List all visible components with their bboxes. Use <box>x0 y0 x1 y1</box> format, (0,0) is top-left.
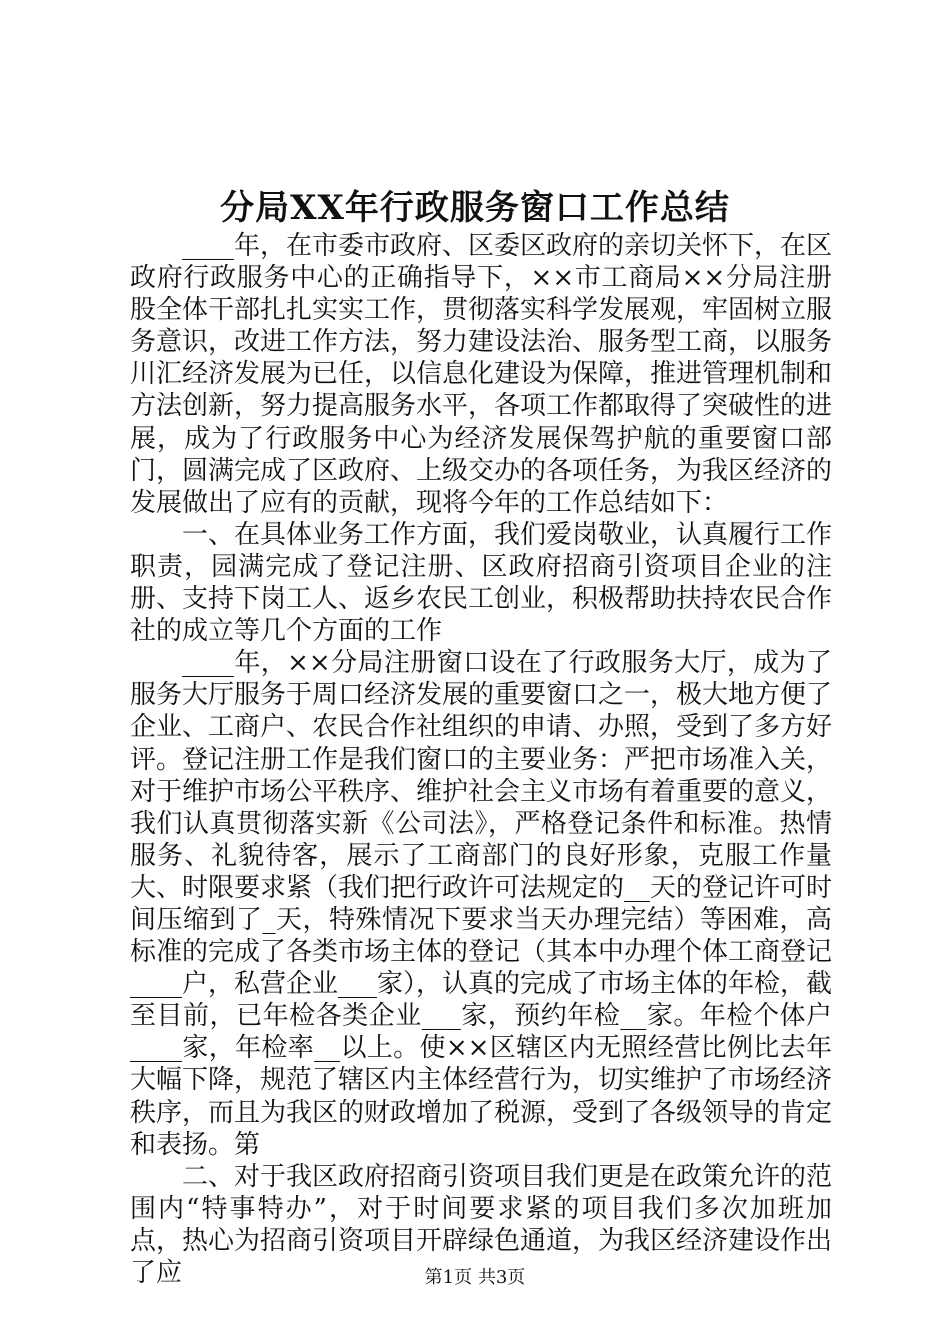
paragraph: 一、在具体业务工作方面，我们爱岗敬业，认真履行工作职责，园满完成了登记注册、区政府招商引资项目企业的注册、支持下岗工人、返乡农民工创业，积极帮助扶持农民合作社的成立等几个方面的工作 <box>130 519 833 647</box>
page-number: 第1页 共3页 <box>424 1267 526 1288</box>
paragraph: ____年，在市委市政府、区委区政府的亲切关怀下，在区政府行政服务中心的正确指导下，××市工商局××分局注册股全体干部扎扎实实工作，贯彻落实科学发展观，牢固树立服务意识，改进工作方法，努力建设法治、服务型工商，以服务川汇经济发展为已任，以信息化建设为保障，推进管理机制和方法创新，努力提高服务水平，各项工作都取得了突破性的进展，成为了行政服务中心为经济发展保驾护航的重要窗口部门，圆满完成了区政府、上级交办的各项任务，为我区经济的发展做出了应有的贡献，现将今年的工作总结如下： <box>130 231 833 518</box>
paragraph: ____年，××分局注册窗口设在了行政服务大厅，成为了服务大厅服务于周口经济发展的重要窗口之一，极大地方便了企业、工商户、农民合作社组织的申请、办照，受到了多方好评。登记注册工作是我们窗口的主要业务：严把市场准入关，对于维护市场公平秩序、维护社会主义市场有着重要的意义，我们认真贯彻落实新《公司法》，严格登记条件和标准。热情服务、礼貌待客，展示了工商部门的良好形象，克服工作量大、时限要求紧（我们把行政许可法规定的__天的登记许可时间压缩到了_天，特殊情况下要求当天办理完结）等困难，高标准的完成了各类市场主体的登记（其本中办理个体工商登记____户，私营企业___家），认真的完成了市场主体的年检，截至目前，已年检各类企业___家，预约年检__家。年检个体户____家，年检率__以上。使××区辖区内无照经营比例比去年大幅下降，规范了辖区内主体经营行为，切实维护了市场经济秩序，而且为我区的财政增加了税源，受到了各级领导的肯定和表扬。第 <box>130 648 833 1160</box>
document-title: 分局XX年行政服务窗口工作总结 <box>220 188 730 228</box>
paragraph: 二、对于我区政府招商引资项目我们更是在政策允许的范围内“特事特办”，对于时间要求紧的项目我们多次加班加点，热心为招商引资项目开辟绿色通道，为我区经济建设作出了应 <box>130 1161 833 1288</box>
document-body <box>130 230 832 1289</box>
